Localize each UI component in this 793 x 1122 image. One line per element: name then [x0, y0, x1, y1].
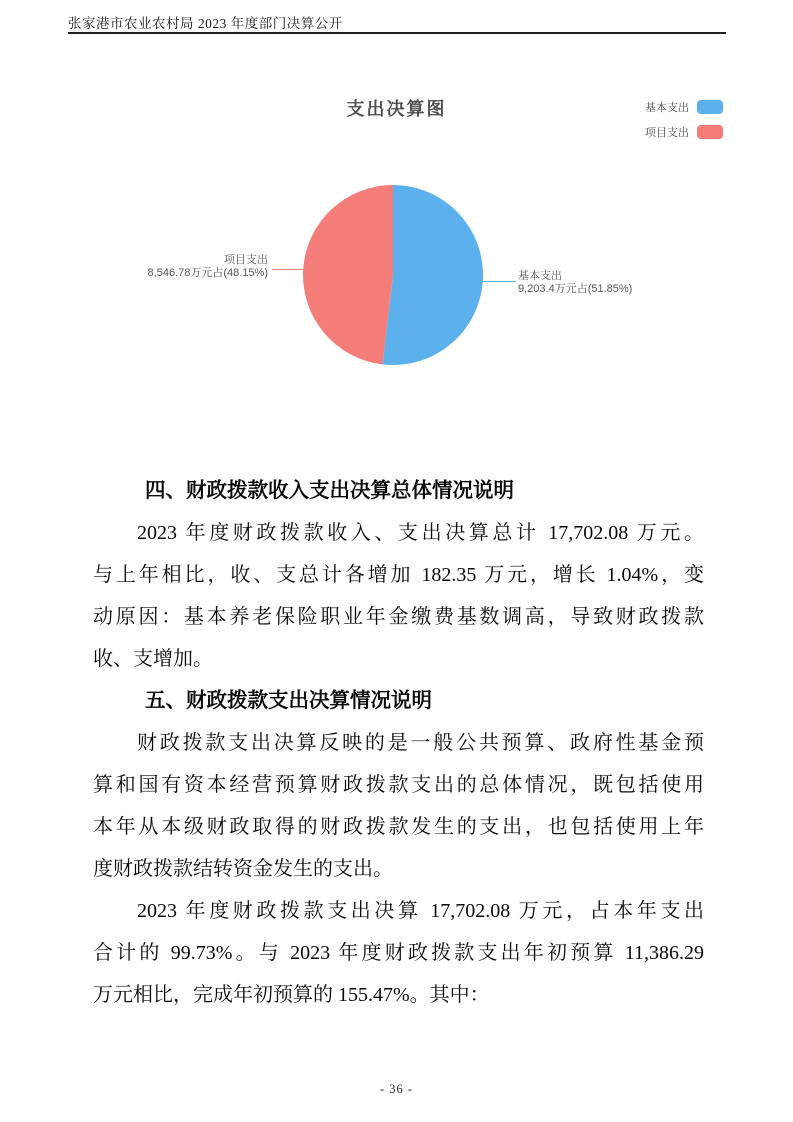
pie-label-project-name: 项目支出	[224, 254, 268, 266]
text-line: 2023 年度财政拨款支出决算 17,702.08 万元，占本年支出	[137, 900, 704, 922]
legend-label-basic: 基本支出	[645, 102, 689, 114]
pie-label-project-value: 8,546.78万元占(48.15%)	[147, 267, 268, 279]
text-line: 合计的 99.73%。与 2023 年度财政拨款支出年初预算 11,386.29	[93, 942, 704, 964]
text-line: 动原因：基本养老保险职业年金缴费基数调高，导致财政拨款	[93, 606, 704, 628]
document-body	[93, 470, 704, 1016]
pie-slice-0	[383, 185, 483, 365]
text-line: 2023 年度财政拨款收入、支出决算总计 17,702.08 万元。	[137, 522, 704, 544]
leader-line-project	[272, 269, 305, 270]
page-number: - 36 -	[379, 1082, 414, 1096]
chart-title: 支出决算图	[346, 99, 447, 119]
page-header-title: 张家港市农业农村局 2023 年度部门决算公开	[68, 16, 343, 31]
pie-label-basic-name: 基本支出	[518, 270, 562, 282]
paragraph	[93, 512, 704, 680]
text-line: 本年从本级财政取得的财政拨款发生的支出，也包括使用上年	[93, 816, 704, 838]
pie-label-project	[148, 254, 268, 280]
paragraph	[93, 722, 704, 890]
text-line: 度财政拨款结转资金发生的支出。	[93, 858, 393, 880]
section-heading-5: 五、财政拨款支出决算情况说明	[145, 690, 432, 712]
text-line: 与上年相比，收、支总计各增加 182.35 万元，增长 1.04%，变	[93, 564, 704, 586]
section-heading-4: 四、财政拨款收入支出决算总体情况说明	[145, 480, 514, 502]
expenditure-pie-chart-block	[0, 80, 793, 410]
pie-label-basic	[518, 270, 632, 296]
header-divider	[68, 32, 726, 34]
text-line: 算和国有资本经营预算财政拨款支出的总体情况，既包括使用	[93, 774, 704, 796]
text-line: 财政拨款支出决算反映的是一般公共预算、政府性基金预	[137, 732, 704, 754]
pie-slice-1	[303, 185, 393, 364]
text-line: 收、支增加。	[93, 648, 213, 670]
legend-label-project: 项目支出	[645, 127, 689, 139]
pie-chart	[0, 80, 793, 410]
text-line: 万元相比，完成年初预算的 155.47%。其中：	[93, 984, 490, 1006]
paragraph	[93, 890, 704, 1016]
pie-label-basic-value: 9,203.4万元占(51.85%)	[518, 283, 633, 295]
leader-line-basic	[482, 281, 516, 282]
